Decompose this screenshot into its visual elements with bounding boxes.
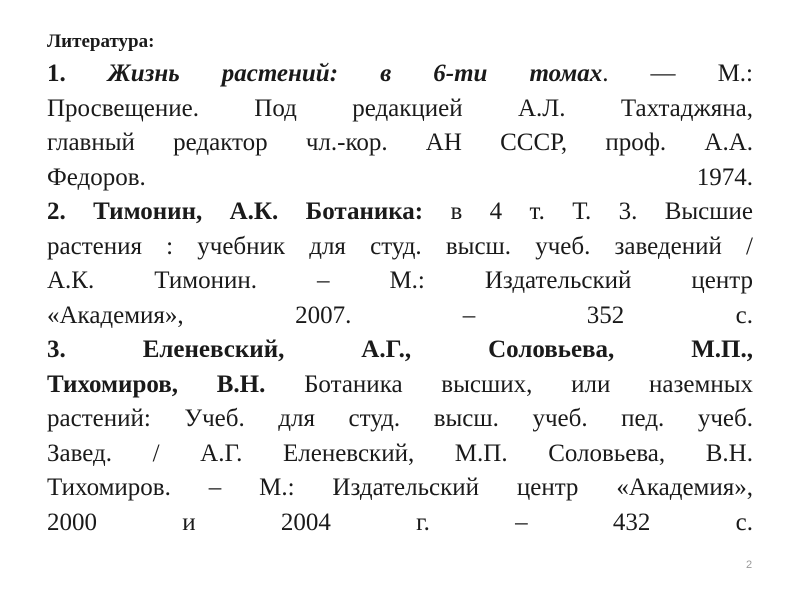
reference-1-line-3: главный редактор чл.-кор. АН СССР, проф. А.А. [47,129,753,156]
reference-3-line-5: Тихомиров. – М.: Издательский центр «Академия», [47,474,753,501]
page-number: 2 [746,559,753,571]
reference-1-line-1 [47,57,753,92]
reference-3-line-4: Завед. / А.Г. Еленевский, М.П. Соловьева, В.Н. [47,439,753,467]
reference-1-year: 1974. [696,163,753,191]
reference-2-line-2: растения : учебник для студ. высш. учеб. заведений / [47,232,753,260]
reference-2-title: Ботаника: [305,198,424,225]
reference-1-number: 1. [47,60,66,87]
reference-2-author: Тимонин, А.К. [93,198,279,225]
reference-1-editor: Федоров. [47,163,146,191]
reference-2-volume: в 4 т. Т. 3. Высшие [450,198,754,225]
reference-2-line-1 [47,195,753,230]
literature-list [47,27,753,540]
reference-2-line-4: «Академия», 2007. – 352 с. [47,301,753,329]
reference-3-line-1 [47,333,753,368]
reference-3-authors: Еленевский, А.Г., Соловьева, М.П., [142,336,754,363]
reference-3-title: Ботаника высших, или наземных [304,370,753,398]
reference-3-line-3: растений: Учеб. для студ. высш. учеб. пед. учеб. [47,405,753,432]
reference-3-number: 3. [47,336,66,363]
reference-1-line-2: Просвещение. Под редакцией А.Л. Тахтаджяна, [47,94,753,122]
reference-3-line-2 [47,368,753,403]
reference-3-authors-cont: Тихомиров, В.Н. [47,370,266,398]
reference-2-number: 2. [47,198,66,225]
reference-1-line-4 [47,161,753,196]
reference-1-title: Жизнь растений: в 6-ти томах [107,60,603,87]
reference-1-publisher: . — М.: [602,60,753,87]
literature-heading: Литература: [47,31,155,52]
reference-3-line-6: 2000 и 2004 г. – 432 с. [47,508,753,536]
reference-2-line-3: А.К. Тимонин. – М.: Издательский центр [47,267,753,294]
